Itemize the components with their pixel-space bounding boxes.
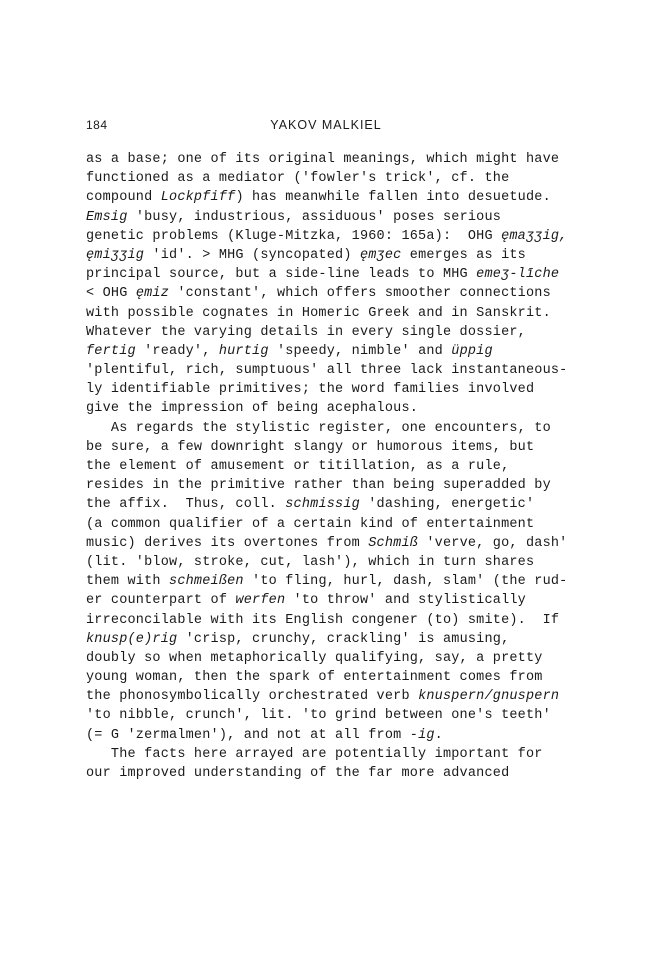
text-run: . bbox=[434, 727, 443, 743]
text-line bbox=[86, 419, 572, 438]
text-run: give the impression of being acephalous. bbox=[86, 401, 419, 417]
italic-term: werfen bbox=[235, 593, 286, 609]
text-line bbox=[86, 687, 572, 706]
text-run: emerges as its bbox=[401, 247, 526, 263]
italic-term: -ig bbox=[409, 727, 435, 743]
text-line bbox=[86, 438, 572, 457]
italic-term: ęmaʒʒig, bbox=[501, 228, 568, 244]
text-line bbox=[86, 150, 572, 169]
italic-term: knuspern/gnuspern bbox=[418, 689, 560, 705]
italic-term: Lockpfiff bbox=[160, 190, 236, 206]
text-run: as a base; one of its original meanings, which might have bbox=[86, 152, 560, 167]
text-run: compound bbox=[86, 190, 161, 206]
text-line bbox=[86, 726, 572, 745]
text-line bbox=[86, 649, 572, 668]
text-line bbox=[86, 764, 572, 783]
italic-term: fertig bbox=[86, 343, 136, 359]
text-run: 'verve, go, dash' bbox=[418, 535, 568, 551]
italic-term: schmissig bbox=[285, 497, 360, 513]
text-line bbox=[86, 227, 572, 246]
text-line bbox=[86, 515, 572, 534]
italic-term: Emsig bbox=[86, 209, 128, 225]
text-run: 'ready', bbox=[135, 343, 219, 359]
text-line bbox=[86, 304, 572, 323]
italic-term: emeʒ-līche bbox=[476, 267, 560, 283]
text-line bbox=[86, 284, 572, 303]
text-run: ) has meanwhile fallen into desuetude. bbox=[235, 190, 551, 206]
text-line bbox=[86, 706, 572, 725]
text-run: them with bbox=[86, 574, 170, 590]
text-line bbox=[86, 342, 572, 361]
text-run: (lit. 'blow, stroke, cut, lash'), which in turn shares bbox=[86, 554, 535, 570]
text-line bbox=[86, 323, 572, 342]
text-run: irreconcilable with its English congener (to) smite). If bbox=[86, 612, 560, 628]
italic-term: hurtig bbox=[218, 343, 269, 359]
italic-term: knusp(e)rig bbox=[86, 631, 178, 647]
text-line bbox=[86, 630, 572, 649]
italic-term: ęmiʒʒig bbox=[86, 247, 145, 263]
text-run: genetic problems (Kluge-Mitzka, 1960: 165a): OHG bbox=[86, 228, 502, 244]
text-run: 'plentiful, rich, sumptuous' all three lack instantaneous- bbox=[86, 363, 568, 379]
running-head: YAKOV MALKIEL bbox=[270, 118, 382, 132]
text-run: doubly so when metaphorically qualifying, say, a pretty bbox=[86, 650, 543, 666]
text-run: 'dashing, energetic' bbox=[359, 497, 535, 513]
text-line bbox=[86, 169, 572, 188]
text-line bbox=[86, 246, 572, 265]
text-run: 'to throw' and stylistically bbox=[285, 593, 526, 609]
text-run: the affix. Thus, coll. bbox=[86, 497, 286, 513]
text-run: 'crisp, crunchy, crackling' is amusing, bbox=[177, 631, 510, 647]
page-header bbox=[86, 118, 566, 136]
text-run: < OHG bbox=[86, 286, 136, 302]
text-line bbox=[86, 572, 572, 591]
text-line bbox=[86, 265, 572, 284]
text-run: (a common qualifier of a certain kind of entertainment bbox=[86, 516, 535, 532]
text-run: 'to fling, hurl, dash, slam' (the rud- bbox=[243, 574, 568, 590]
text-line bbox=[86, 553, 572, 572]
text-line bbox=[86, 591, 572, 610]
text-run: 'busy, industrious, assiduous' poses serious bbox=[127, 209, 502, 225]
text-line bbox=[86, 495, 572, 514]
text-run: Whatever the varying details in every single dossier, bbox=[86, 324, 526, 340]
text-run: principal source, but a side-line leads to MHG bbox=[86, 267, 477, 283]
text-line bbox=[86, 188, 572, 207]
italic-term: schmeißen bbox=[169, 574, 244, 590]
text-line bbox=[86, 611, 572, 630]
text-line bbox=[86, 476, 572, 495]
text-line bbox=[86, 380, 572, 399]
italic-term: üppig bbox=[451, 343, 493, 359]
page-number: 184 bbox=[86, 118, 108, 132]
text-line bbox=[86, 457, 572, 476]
text-line bbox=[86, 208, 572, 227]
text-run: ly identifiable primitives; the word families involved bbox=[86, 382, 535, 398]
text-run: the phonosymbolically orchestrated verb bbox=[86, 689, 419, 705]
text-run: our improved understanding of the far more advanced bbox=[86, 766, 510, 781]
text-run: As regards the stylistic register, one encounters, to bbox=[86, 420, 551, 436]
italic-term: ęmiz bbox=[135, 286, 170, 302]
text-run: 'speedy, nimble' and bbox=[268, 343, 452, 359]
text-run: functioned as a mediator ('fowler's trick', cf. the bbox=[86, 171, 510, 187]
text-run: er counterpart of bbox=[86, 593, 236, 609]
italic-term: ęmʒec bbox=[359, 247, 402, 263]
body-text bbox=[86, 150, 572, 783]
text-run: with possible cognates in Homeric Greek and in Sanskrit. bbox=[86, 305, 551, 321]
text-run: The facts here arrayed are potentially important for bbox=[86, 746, 543, 762]
text-run: young woman, then the spark of entertainment comes from bbox=[86, 670, 543, 686]
text-run: be sure, a few downright slangy or humorous items, but bbox=[86, 439, 535, 455]
text-run: the element of amusement or titillation, as a rule, bbox=[86, 459, 510, 474]
text-line bbox=[86, 745, 572, 764]
text-line bbox=[86, 668, 572, 687]
italic-term: Schmiß bbox=[368, 535, 419, 551]
text-run: resides in the primitive rather than being superadded by bbox=[86, 478, 551, 494]
text-line bbox=[86, 534, 572, 553]
text-run: (= G 'zermalmen'), and not at all from bbox=[86, 727, 410, 743]
text-run: 'id'. > MHG (syncopated) bbox=[144, 247, 360, 263]
text-line bbox=[86, 361, 572, 380]
text-run: 'constant', which offers smoother connections bbox=[169, 286, 551, 302]
text-line bbox=[86, 399, 572, 418]
text-run: music) derives its overtones from bbox=[86, 535, 369, 551]
text-run: 'to nibble, crunch', lit. 'to grind between one's teeth' bbox=[86, 708, 551, 724]
